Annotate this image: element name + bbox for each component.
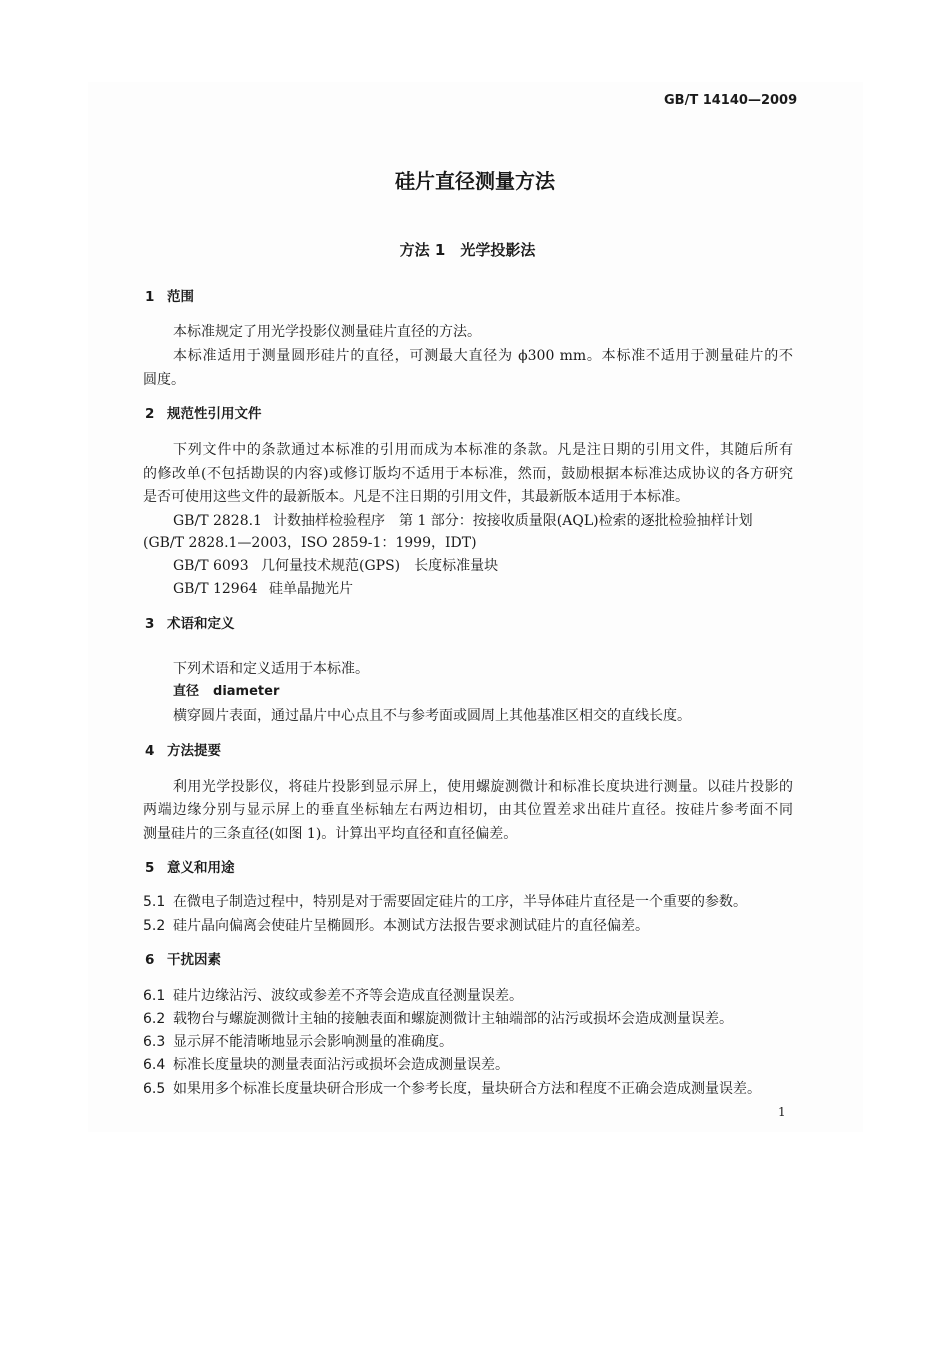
- clause-number: 5.2: [143, 918, 166, 934]
- clause-text: 标准长度量块的测量表面沾污或损坏会造成测量误差。: [173, 1057, 509, 1073]
- paragraph-line: 下列术语和定义适用于本标准。: [173, 661, 369, 677]
- reference-item: [173, 557, 498, 575]
- clause-number: 6.4: [143, 1057, 166, 1073]
- paragraph-line: 两端边缘分别与显示屏上的垂直坐标轴左右两边相切，由其位置差求出硅片直径。按硅片参考面不同: [143, 802, 793, 818]
- clause-text: 硅片边缘沾污、波纹或参差不齐等会造成直径测量误差。: [173, 988, 523, 1004]
- page-number: 1: [778, 1105, 786, 1119]
- section-number: 6: [145, 952, 155, 968]
- section-title: 干扰因素: [167, 952, 221, 968]
- section-title: 方法提要: [167, 743, 221, 759]
- term-definition: 横穿圆片表面，通过晶片中心点且不与参考面或圆周上其他基准区相交的直线长度。: [173, 708, 691, 724]
- clause-number: 6.1: [143, 988, 166, 1004]
- paragraph-line: 圆度。: [143, 372, 185, 388]
- section-title: 意义和用途: [167, 860, 235, 876]
- paragraph-line: 本标准适用于测量圆形硅片的直径，可测最大直径为 ϕ300 mm。本标准不适用于测量硅片的不: [173, 348, 793, 364]
- clause-text: 如果用多个标准长度量块研合形成一个参考长度，量块研合方法和程度不正确会造成测量误差。: [173, 1081, 761, 1097]
- clause-item: [143, 1080, 761, 1098]
- clause-text: 硅片晶向偏离会使硅片呈椭圆形。本测试方法报告要求测试硅片的直径偏差。: [173, 918, 649, 934]
- section-heading: [145, 951, 221, 969]
- section-number: 1: [145, 289, 155, 305]
- paragraph-line: 本标准规定了用光学投影仪测量硅片直径的方法。: [173, 324, 481, 340]
- clause-number: 6.3: [143, 1034, 166, 1050]
- paragraph-line: 下列文件中的条款通过本标准的引用而成为本标准的条款。凡是注日期的引用文件，其随后所有: [173, 442, 793, 458]
- reference-title: 硅单晶抛光片: [269, 581, 353, 597]
- section-number: 4: [145, 743, 155, 759]
- clause-item: [143, 987, 523, 1005]
- section-number: 2: [145, 406, 155, 422]
- clause-item: [143, 1010, 733, 1028]
- reference-item: [173, 580, 353, 598]
- clause-text: 显示屏不能清晰地显示会影响测量的准确度。: [173, 1034, 453, 1050]
- term-zh: 直径: [173, 684, 200, 699]
- paragraph-line: 是否可使用这些文件的最新版本。凡是不注日期的引用文件，其最新版本适用于本标准。: [143, 489, 689, 505]
- clause-number: 6.5: [143, 1081, 166, 1097]
- term-en: diameter: [213, 684, 280, 699]
- clause-text: 载物台与螺旋测微计主轴的接触表面和螺旋测微计主轴端部的沾污或损坏会造成测量误差。: [173, 1011, 733, 1027]
- reference-note: (GB/T 2828.1—2003，ISO 2859-1：1999，IDT): [143, 535, 477, 551]
- reference-code: GB/T 6093: [173, 558, 249, 574]
- section-number: 5: [145, 860, 155, 876]
- clause-text: 在微电子制造过程中，特别是对于需要固定硅片的工序，半导体硅片直径是一个重要的参数。: [173, 894, 747, 910]
- reference-item: [173, 512, 753, 530]
- section-title: 范围: [167, 289, 194, 305]
- section-heading: [145, 859, 235, 877]
- section-heading: [145, 615, 235, 633]
- term-entry: [173, 683, 279, 701]
- reference-code: GB/T 12964: [173, 581, 258, 597]
- clause-item: [143, 1033, 453, 1051]
- paragraph-line: 的修改单(不包括勘误的内容)或修订版均不适用于本标准，然而，鼓励根据本标准达成协议的各方研究: [143, 466, 793, 482]
- standard-number: GB/T 14140—2009: [664, 93, 798, 108]
- clause-item: [143, 893, 747, 911]
- clause-number: 5.1: [143, 894, 166, 910]
- reference-title: 几何量技术规范(GPS) 长度标准量块: [261, 558, 499, 574]
- section-heading: [145, 288, 194, 306]
- section-number: 3: [145, 616, 155, 632]
- section-heading: [145, 405, 262, 423]
- section-title: 规范性引用文件: [167, 406, 262, 422]
- paragraph-line: 利用光学投影仪，将硅片投影到显示屏上，使用螺旋测微计和标准长度块进行测量。以硅片投影的: [173, 779, 793, 795]
- page-background: [88, 82, 863, 1132]
- section-title: 术语和定义: [167, 616, 235, 632]
- section-heading: [145, 742, 221, 760]
- reference-title: 计数抽样检验程序 第 1 部分：按接收质量限(AQL)检索的逐批检验抽样计划: [273, 513, 753, 529]
- paragraph-line: 测量硅片的三条直径(如图 1)。计算出平均直径和直径偏差。: [143, 826, 518, 842]
- method-title: 方法 1 光学投影法: [399, 241, 536, 259]
- clause-item: [143, 1056, 509, 1074]
- clause-number: 6.2: [143, 1011, 166, 1027]
- reference-code: GB/T 2828.1: [173, 513, 262, 529]
- clause-item: [143, 917, 649, 935]
- document-title: 硅片直径测量方法: [395, 169, 555, 193]
